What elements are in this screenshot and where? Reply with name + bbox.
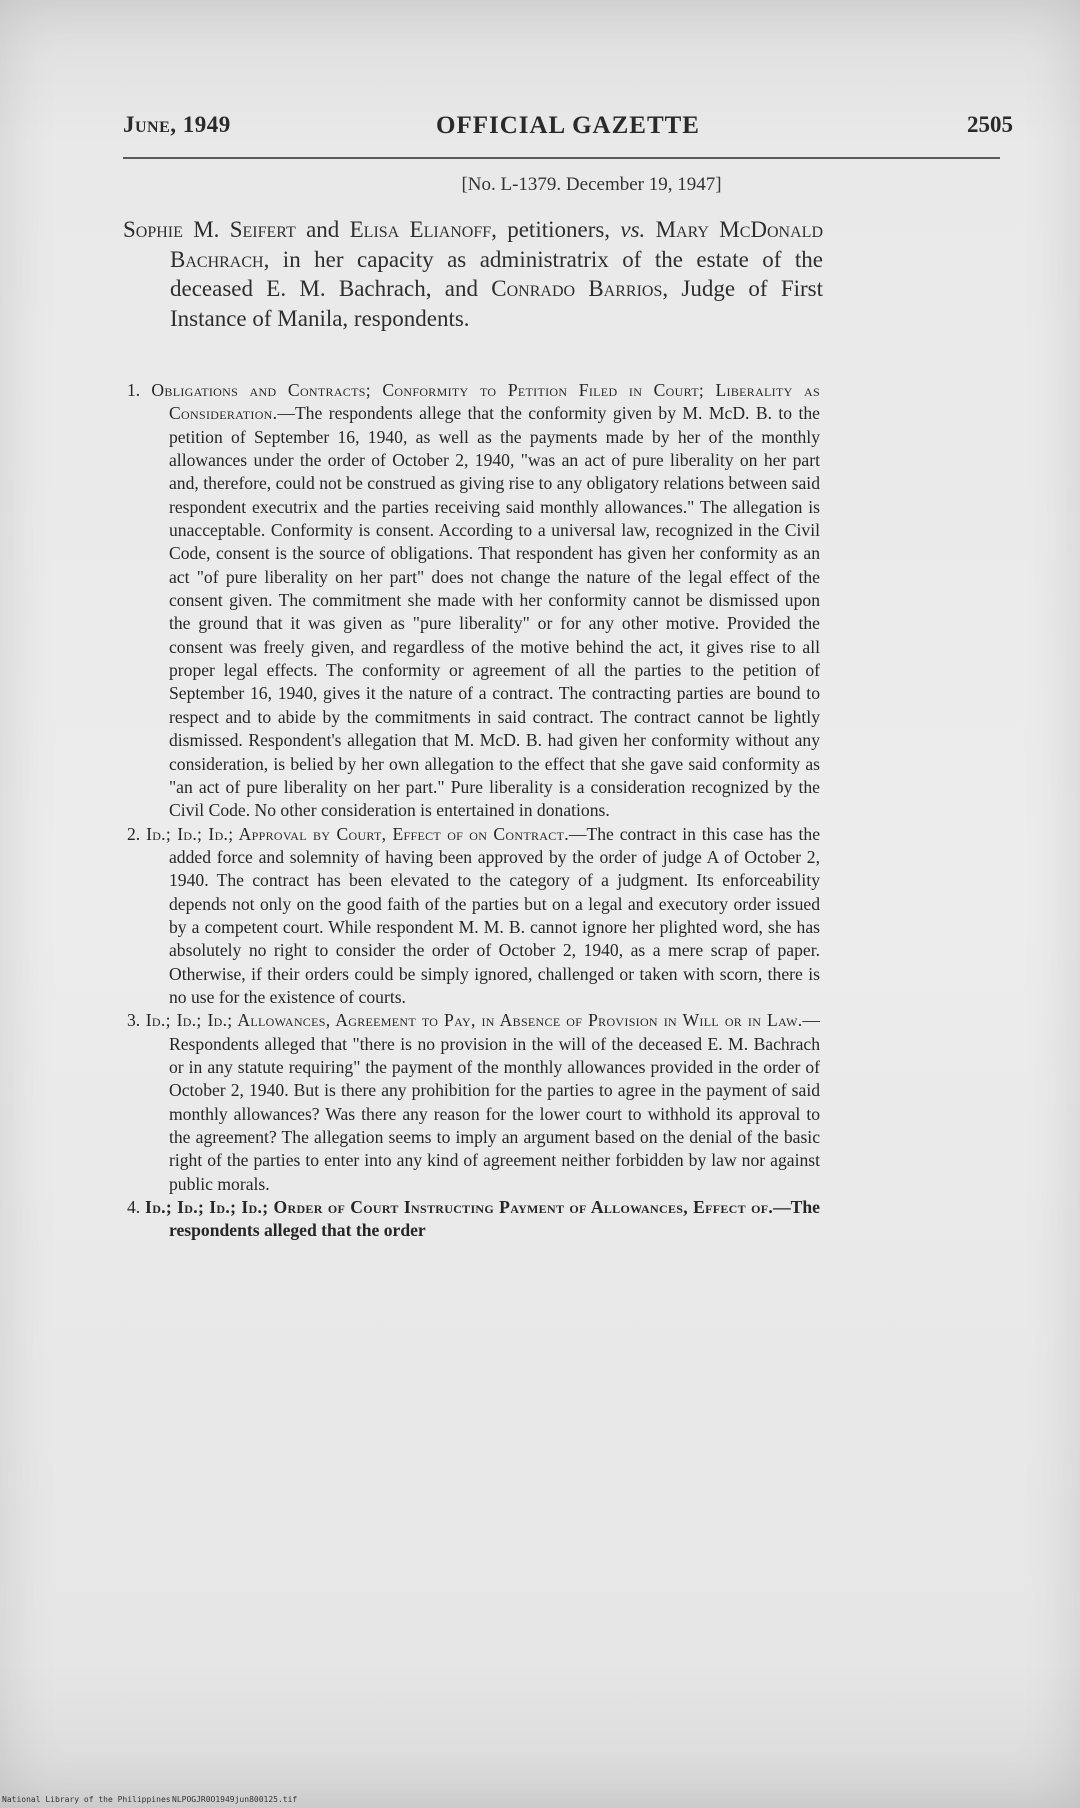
syllabus — [127, 379, 820, 1243]
caption-text: , Judge of First Instance of Manila, respondents. — [170, 276, 824, 331]
syllabus-number: 1. — [127, 380, 152, 400]
syllabus-number: 2. — [127, 823, 147, 844]
scan-file-name: NLPOGJR0O1949jun800125.tif — [172, 1795, 298, 1804]
syllabus-body: —The respondents alleged that the order — [169, 1197, 820, 1241]
running-header — [123, 112, 1013, 146]
case-caption — [123, 215, 823, 333]
petitioner-name: Sophie M. Seifert — [123, 217, 296, 242]
syllabus-body: —The respondents allege that the conformity given by M. McD. B. to the petition of September 16, 1940, as well as the payments made by her of the monthly allowances under the order of October 2, 1940, "was an act of pure liberality on her part and, therefore, could not be construed as giving rise to any obligatory relations between said respondent executrix and the parties receiving said monthly allowances." The allegation is unacceptable. Conformity is consent. According to a universal law, recognized in the Civil Code, consent is the source of obligations. That respondent has given her conformity as an act "of pure liberality on her part" does not change the nature of the legal effect of the consent given. The commitment she made with her conformity cannot be dismissed upon the ground that it was given as "pure liberality" or for any other motive. Provided the consent was freely given, and regardless of the motive behind the act, it gives rise to all proper legal effects. The conformity or agreement of all the parties to the petition of September 16, 1940, gives it the nature of a contract. The contracting parties are bound to respect and to abide by the commitments in said contract. The contract cannot be lightly dismissed. Respondent's allegation that M. McD. B. had given her conformity without any consideration, is belied by her own allegation to the effect that she gave said conformity as "an act of pure liberality on her part." Pure liberality is a consideration recognized by the Civil Code. No other consideration is entertained in donations. — [169, 403, 820, 821]
caption-text — [645, 217, 655, 242]
syllabus-paragraph — [127, 379, 820, 823]
syllabus-number: 4. — [127, 1197, 146, 1218]
respondent-name: Conrado Barrios — [491, 276, 663, 301]
syllabus-number: 3. — [127, 1010, 146, 1031]
versus-label: vs. — [620, 217, 646, 242]
header-page-number: 2505 — [967, 112, 1013, 137]
syllabus-body: —The contract in this case has the added force and solemnity of having been approved by the order of judge A of October 2, 1940. The contract has been elevated to the category of a judgment. Its enforceability depends not only on the good faith of the parties but on a legal and executory order issued by a competent court. While respondent M. M. B. cannot ignore her plighted word, she has absolutely no right to consider the order of October 2, 1940, as a mere scrap of paper. Otherwise, if their orders could be simply ignored, challenged or taken with scorn, there is no use for the existence of courts. — [169, 823, 821, 1007]
respondent-name: Mary McDonald Bachrach — [170, 217, 823, 272]
syllabus-paragraph — [127, 1196, 820, 1243]
syllabus-heading: Obligations and Contracts; Conformity to Petition Filed in Court; Liberality as Consideration. — [151, 380, 821, 424]
caption-text: , petitioners, — [491, 217, 621, 242]
caption-text: , in her capacity as administratrix of the estate of the deceased E. M. Bachrach, and — [170, 246, 823, 301]
caption-text: and — [295, 217, 350, 242]
header-date: June, 1949 — [123, 112, 231, 137]
header-title: OFFICIAL GAZETTE — [436, 112, 700, 139]
syllabus-heading: Id.; Id.; Id.; Approval by Court, Effect of on Contract. — [146, 823, 569, 844]
header-rule — [123, 157, 1000, 159]
syllabus-paragraph — [127, 1009, 820, 1196]
syllabus-body: —Respondents alleged that "there is no provision in the will of the deceased E. M. Bachrach or in any statute requiring" the payment of the monthly allowances provided in the order of October 2, 1940. But is there any prohibition for the parties to agree in the payment of said monthly allowances? Was there any reason for the lower court to withhold its approval to the agreement? The allegation seems to imply an argument based on the denial of the basic right of the parties to enter into any kind of agreement neither forbidden by law nor against public morals. — [169, 1010, 821, 1194]
syllabus-paragraph — [127, 823, 820, 1010]
syllabus-heading: Id.; Id.; Id.; Allowances, Agreement to Pay, in Absence of Provision in Will or in Law. — [145, 1010, 803, 1031]
petitioner-name: Elisa Elianoff — [349, 217, 492, 242]
case-number: [No. L-1379. December 19, 1947] — [461, 174, 722, 195]
scan-source-label: National Library of the Philippines — [2, 1795, 171, 1804]
syllabus-heading: Id.; Id.; Id.; Id.; Order of Court Instructing Payment of Allowances, Effect of. — [145, 1197, 774, 1218]
